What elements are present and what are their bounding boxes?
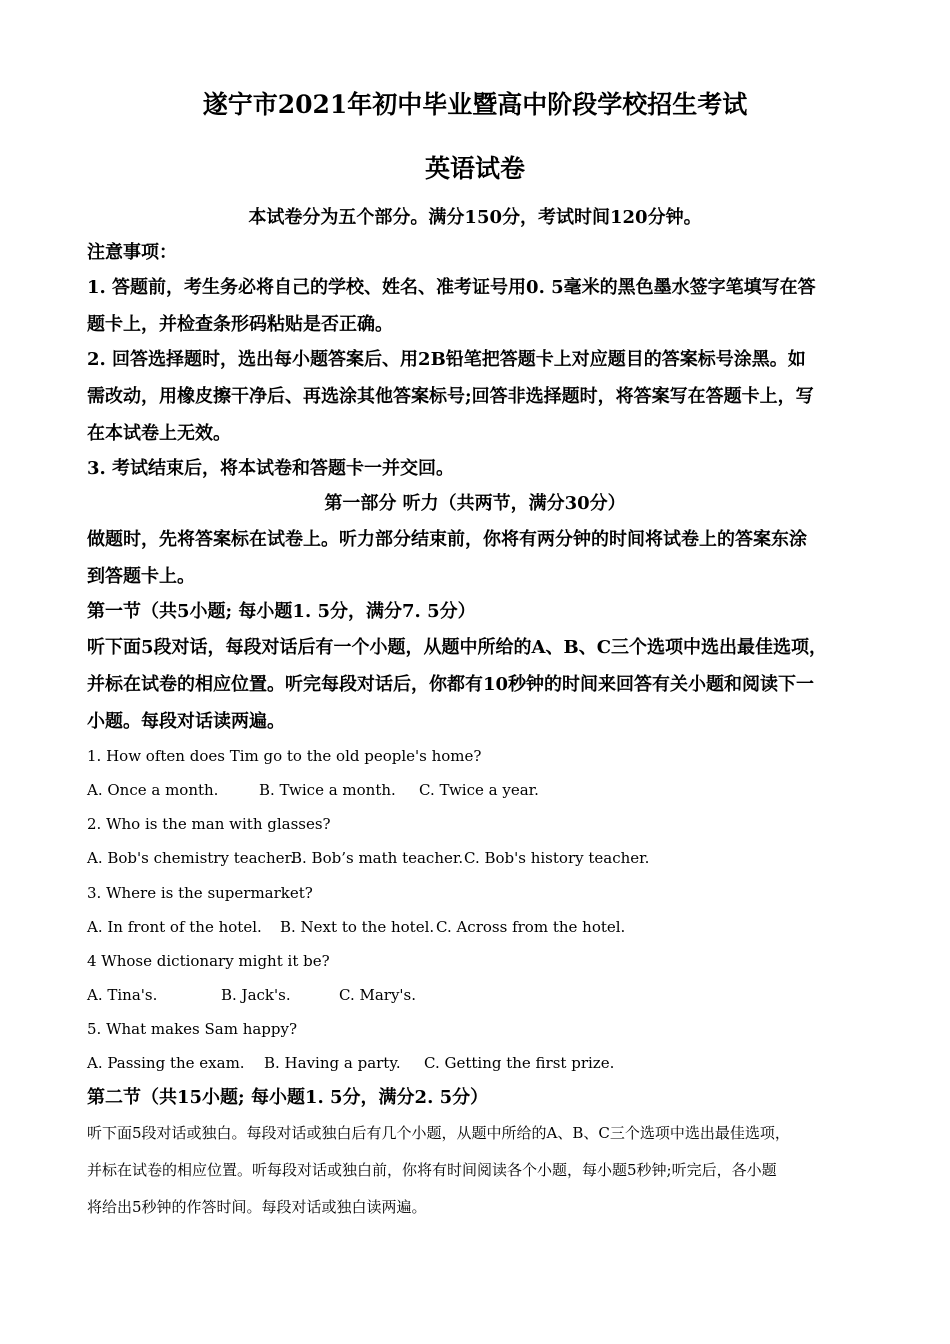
question-1-option-c: C. Twice a year. [419, 781, 539, 799]
notice-line: 1. 答题前，考生务必将自己的学校、姓名、准考证号用0. 5毫米的黑色墨水签字笔填写在答 [87, 277, 816, 298]
part1-intro-line: 到答题卡上。 [87, 566, 195, 587]
section1-heading: 第一节（共5小题; 每小题1. 5分，满分7. 5分） [87, 601, 476, 622]
question-5-option-b: B. Having a party. [264, 1054, 401, 1072]
part1-intro-line: 做题时，先将答案标在试卷上。听力部分结束前，你将有两分钟的时间将试卷上的答案东涂 [87, 529, 807, 550]
question-3-option-c: C. Across from the hotel. [436, 918, 626, 936]
notice-line: 3. 考试结束后，将本试卷和答题卡一并交回。 [87, 458, 455, 479]
exam-subtitle: 英语试卷 [424, 154, 525, 183]
notice-line: 2. 回答选择题时，选出每小题答案后、用2B铅笔把答题卡上对应题目的答案标号涂黑。如 [87, 349, 806, 370]
notice-line: 需改动，用橡皮擦干净后、再选涂其他答案标号;回答非选择题时，将答案写在答题卡上，写 [87, 386, 814, 407]
section2-instruction-line: 将给出5秒钟的作答时间。每段对话或独白读两遍。 [87, 1198, 427, 1216]
question-2-option-b: B. Bob’s math teacher. [291, 849, 464, 867]
question-4-option-a: A. Tina's. [87, 986, 158, 1004]
question-2-option-c: C. Bob's history teacher. [464, 849, 650, 867]
question-3-option-a: A. In front of the hotel. [87, 918, 262, 936]
question-5-option-a: A. Passing the exam. [87, 1054, 245, 1072]
question-5: 5. What makes Sam happy? [87, 1020, 298, 1038]
question-5-option-c: C. Getting the first prize. [424, 1054, 615, 1072]
question-4-option-c: C. Mary's. [339, 986, 417, 1004]
section2-instruction-line: 并标在试卷的相应位置。听每段对话或独白前，你将有时间阅读各个小题，每小题5秒钟;听完后，各小题 [87, 1161, 777, 1179]
notice-line: 题卡上，并检查条形码粘贴是否正确。 [87, 314, 393, 335]
notice-heading: 注意事项： [87, 242, 177, 263]
question-1: 1. How often does Tim go to the old people's home? [87, 747, 482, 765]
question-3-option-b: B. Next to the hotel. [280, 918, 435, 936]
question-4-option-b: B. Jack's. [221, 986, 291, 1004]
section1-instruction-line: 并标在试卷的相应位置。听完每段对话后，你都有10秒钟的时间来回答有关小题和阅读下一 [87, 674, 815, 695]
notice-line: 在本试卷上无效。 [87, 423, 231, 444]
question-3: 3. Where is the supermarket? [87, 884, 313, 902]
part1-heading: 第一部分 听力（共两节，满分30分） [324, 493, 626, 514]
question-1-option-a: A. Once a month. [87, 781, 219, 799]
section2-heading: 第二节（共15小题; 每小题1. 5分，满分2. 5分） [87, 1087, 489, 1108]
exam-title: 遂宁市2021年初中毕业暨高中阶段学校招生考试 [202, 90, 748, 119]
question-2: 2. Who is the man with glasses? [87, 815, 331, 833]
question-2-option-a: A. Bob's chemistry teacher. [87, 849, 295, 867]
question-1-option-b: B. Twice a month. [259, 781, 396, 799]
section1-instruction-line: 听下面5段对话，每段对话后有一个小题，从题中所给的A、B、C三个选项中选出最佳选项， [87, 637, 828, 658]
exam-intro: 本试卷分为五个部分。满分150分，考试时间120分钟。 [248, 207, 702, 228]
section1-instruction-line: 小题。每段对话读两遍。 [87, 711, 285, 732]
section2-instruction-line: 听下面5段对话或独白。每段对话或独白后有几个小题，从题中所给的A、B、C三个选项中选出最佳选项， [87, 1124, 790, 1142]
question-4: 4 Whose dictionary might it be? [87, 952, 330, 970]
